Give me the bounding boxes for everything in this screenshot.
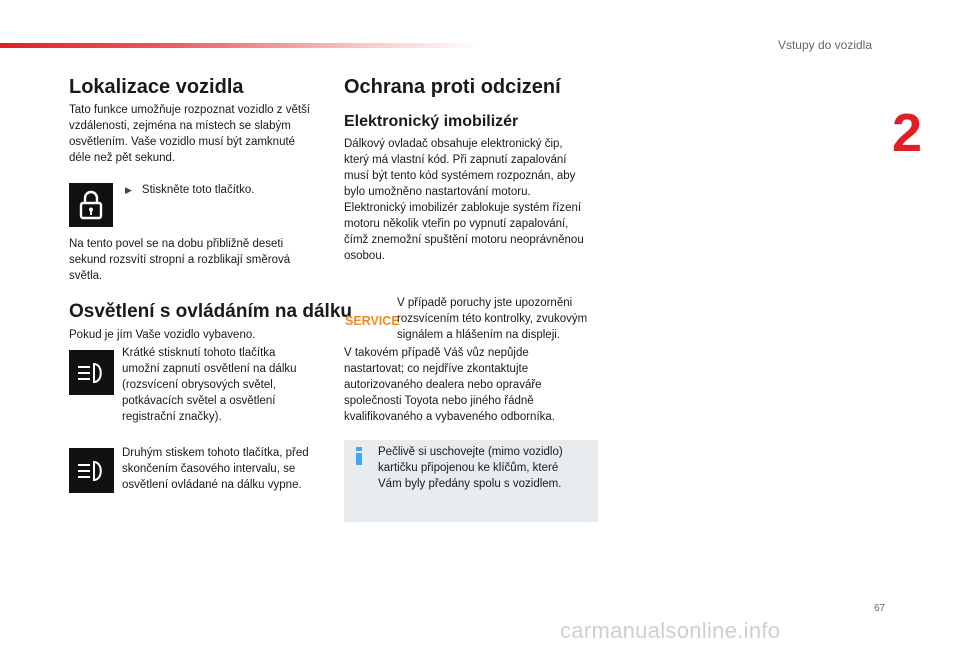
para-locator-result: Na tento povel se na dobu přibližně deseti sekund rozsvítí stropní a rozblikají směrová světla. xyxy=(69,238,291,282)
heading-immobiliser: Elektronický imobilizér xyxy=(344,113,519,130)
para-fault-warning: V případě poruchy jste upozorněni rozsvícením této kontrolky, zvukovým signálem a hlášením na displeji. xyxy=(397,297,588,341)
lock-button-icon xyxy=(69,183,113,227)
press-instruction: ▶ Stiskněte toto tlačítko. xyxy=(125,184,255,196)
chapter-number: 2 xyxy=(892,103,923,163)
para-second-press: Druhým stiskem tohoto tlačítka, před skončením časového intervalu, se osvětlení ovládané na dálku vypne. xyxy=(122,447,309,491)
info-icon xyxy=(352,447,366,465)
watermark: carmanualsonline.info xyxy=(560,618,781,643)
section-title: Vstupy do vozidla xyxy=(777,38,872,52)
para-immobiliser: Dálkový ovladač obsahuje elektronický čip, který má vlastní kód. Při zapnutí zapalování musí být tento kód systémem rozpoznán, aby bylo umožněno nastartování motoru. Elektronický imobilizér zablokuje systém řízení motoru několik vteřin po vypnutí zapalování, čímž znemožní spuštění motoru neoprávněnou osobou. xyxy=(344,138,584,262)
para-short-press: Krátké stisknutí tohoto tlačítka umožní zapnutí osvětlení na dálku (rozsvícení obrysových světel, potkávacích světel a osvětlení registrační značky). xyxy=(122,347,297,423)
para-if-equipped: Pokud je jím Vaše vozidlo vybaveno. xyxy=(69,329,256,341)
para-contact-dealer: V takovém případě Váš vůz nepůjde nastartovat; co nejdříve zkontaktujte autorizovaného dealera nebo opraváře společnosti Toyota nebo jiného řádně kvalifikovaného a vybaveného odborníka. xyxy=(344,347,555,423)
headlight-button-icon xyxy=(69,350,114,395)
para-info-note: Pečlivě si uschovejte (mimo vozidlo) kartičku připojenou ke klíčům, které Vám byly předány spolu s vozidlem. xyxy=(378,446,563,490)
headlight-button-icon-2 xyxy=(69,448,114,493)
heading-theft-protection: Ochrana proti odcizení xyxy=(344,76,561,98)
heading-vehicle-locator: Lokalizace vozidla xyxy=(69,76,244,98)
para-locator-intro: Tato funkce umožňuje rozpoznat vozidlo z větší vzdálenosti, zejména na místech se slabým osvětlením. Vaše vozidlo musí být zamknuté déle než pět sekund. xyxy=(69,104,310,164)
heading-remote-lighting: Osvětlení s ovládáním na dálku xyxy=(69,301,352,322)
page-number: 67 xyxy=(874,603,886,614)
svg-text:SERVICE: SERVICE xyxy=(345,314,400,328)
service-warning-icon xyxy=(345,312,400,328)
header-accent-bar xyxy=(0,43,480,48)
